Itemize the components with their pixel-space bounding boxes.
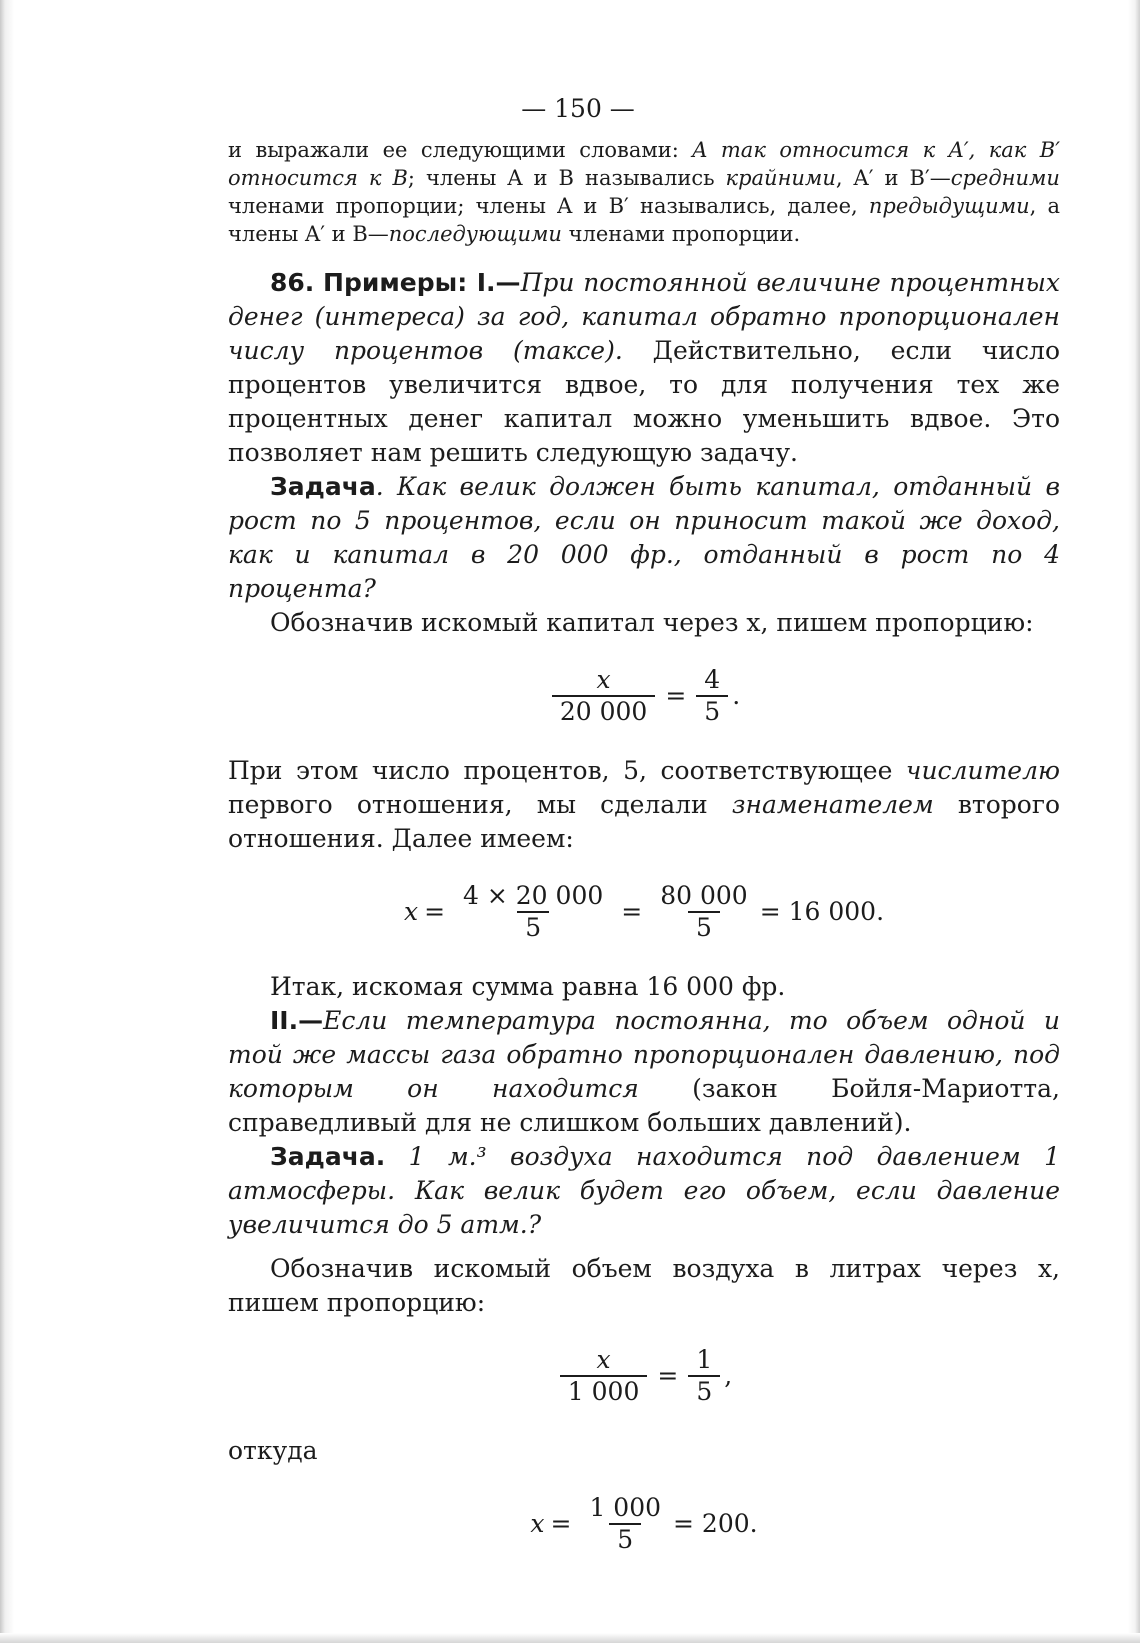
section-2-italic: Если температура постоянна, то объем одной и той же массы газа обратно пропорционален давлению, под которым он находится <box>228 1006 1060 1103</box>
section-86-text: Действительно, если число процентов увеличится вдвое, то для получения тех же процентных денег капитал можно уменьшить вдвое. Это позволяет нам решить следующую задачу. <box>228 336 1060 467</box>
equals-sign: = <box>665 681 687 710</box>
whence-word: откуда <box>228 1436 318 1465</box>
equals-sign: = <box>424 897 446 926</box>
intro-t2: ; члены A и B назывались <box>407 166 726 190</box>
denominator: 20 000 <box>552 695 655 727</box>
main-text <box>228 266 1060 1582</box>
equals-sign: = <box>621 897 643 926</box>
intro-i4: предыдущими <box>868 194 1030 218</box>
numerator: 80 000 <box>660 881 748 910</box>
para2-t2: первого отношения, мы сделали <box>228 790 732 819</box>
variable: x <box>403 897 419 926</box>
para2-i2: знаменателем <box>731 790 934 819</box>
denominator: 5 <box>688 1375 720 1407</box>
fraction <box>652 881 755 943</box>
equals-sign: = <box>657 1361 679 1390</box>
problem-2-paragraph <box>228 1140 1060 1242</box>
equation-3 <box>228 1328 1060 1424</box>
denominator: 5 <box>696 695 728 727</box>
intro-text <box>228 136 1060 248</box>
para2-t1: При этом число процентов, 5, соответствующее <box>228 756 906 785</box>
scan-edge-right <box>1128 0 1140 1643</box>
intro-i2: крайними <box>725 166 836 190</box>
section-2-label: II.— <box>270 1006 324 1035</box>
intro-i3: средними <box>950 166 1060 190</box>
fraction <box>552 665 655 727</box>
intro-t6: членами пропорции. <box>561 222 801 246</box>
intro-t3: , A′ и B′— <box>835 166 951 190</box>
equation-1 <box>228 648 1060 744</box>
problem-1-paragraph <box>228 470 1060 606</box>
variable: x <box>530 1509 545 1538</box>
intro-t5: , а члены A′ и B— <box>228 194 1061 246</box>
numerator: 4 × 20 000 <box>463 881 604 910</box>
intro-t4: членами пропорции; члены A и B′ назывались, далее, <box>228 194 869 218</box>
fraction <box>688 1345 720 1407</box>
numerator: x <box>596 665 611 694</box>
numerator: x <box>596 1345 611 1374</box>
scan-edge-left <box>0 0 14 1643</box>
equation-4 <box>228 1476 1060 1572</box>
fraction <box>581 1493 669 1555</box>
equals-sign: = <box>550 1509 572 1538</box>
equation-result: = 200. <box>673 1509 758 1538</box>
numerator: 1 <box>696 1345 713 1374</box>
fraction <box>696 665 728 727</box>
section-number: 86. <box>270 268 315 297</box>
problem-1-conclusion: Итак, искомая сумма равна 16 000 фр. <box>270 972 786 1001</box>
section-heading: Примеры: I.— <box>323 268 521 297</box>
section-2-text: (закон Бойля-Мариотта, справедливый для не слишком больших давлений). <box>228 1074 1060 1137</box>
equation-end: , <box>724 1361 733 1390</box>
numerator: 1 000 <box>589 1493 662 1522</box>
section-86-paragraph <box>228 266 1060 470</box>
section-86-italic: При постоянной величине процентных денег (интереса) за год, капитал обратно пропорционален числу процентов (таксе). <box>228 268 1060 365</box>
page-number: — 150 — <box>521 94 635 123</box>
section-2-paragraph <box>228 1004 1060 1140</box>
problem-2-solution-intro: Обозначив искомый объем воздуха в литрах через x, пишем пропорцию: <box>228 1254 1060 1317</box>
equation-2 <box>228 864 1060 960</box>
intro-t1: и выражали ее следующими словами: <box>228 138 693 162</box>
intro-i5: последующими <box>388 222 562 246</box>
fraction <box>560 1345 648 1407</box>
problem-1-label: Задача <box>270 472 376 501</box>
numerator: 4 <box>704 665 721 694</box>
intro-i1: A так относится к A′, как B′ относится к B <box>228 138 1060 190</box>
denominator: 5 <box>688 911 720 943</box>
problem-2-label: Задача. <box>270 1142 386 1171</box>
denominator: 5 <box>517 911 549 943</box>
problem-1-statement: . Как велик должен быть капитал, отданный в рост по 5 процентов, если он приносит такой же доход, как и капитал в 20 000 фр., отданный в рост по 4 процента? <box>228 472 1060 603</box>
equation-result: = 16 000. <box>759 897 885 926</box>
intro-paragraph <box>228 136 1060 248</box>
fraction <box>455 881 611 943</box>
problem-2-statement: 1 м.³ воздуха находится под давлением 1 атмосферы. Как велик будет его объем, если давление увеличится до 5 атм.? <box>228 1142 1060 1239</box>
para2-t3: второго отношения. Далее имеем: <box>228 790 1061 853</box>
equation-end: . <box>732 681 741 710</box>
para2-i1: числителю <box>905 756 1060 785</box>
scan-edge-bottom <box>0 1633 1140 1643</box>
denominator: 5 <box>609 1523 641 1555</box>
problem-1-solution-intro: Обозначив искомый капитал через x, пишем пропорцию: <box>270 608 1034 637</box>
problem-1-paragraph-2 <box>228 754 1060 856</box>
denominator: 1 000 <box>560 1375 648 1407</box>
